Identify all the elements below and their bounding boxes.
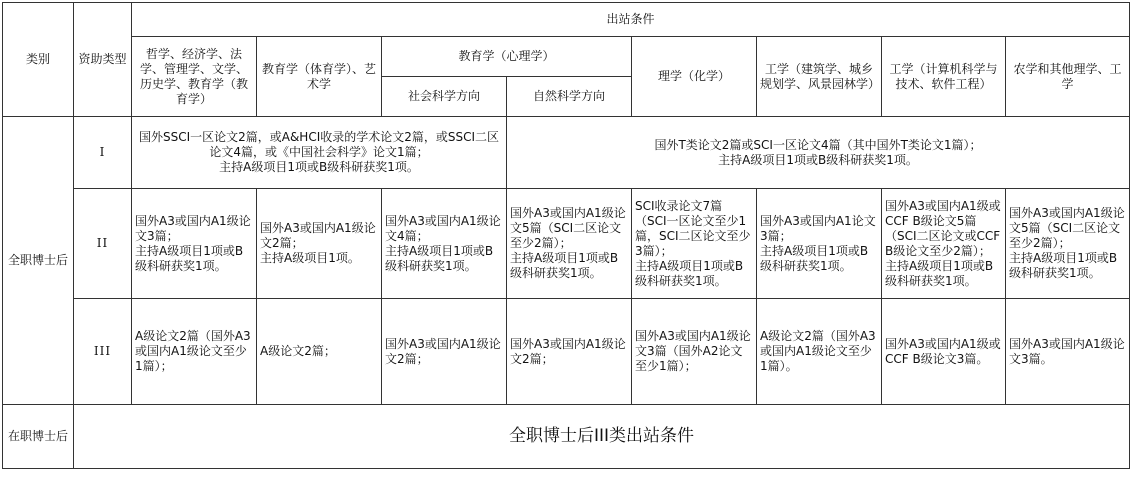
type1-science-text: 国外T类论文2篇或SCI一区论文4篇（其中国外T类论文1篇）； 主持A级项目1项或B级科研获奖1项。 <box>654 137 982 167</box>
type2-cell-text: 国外A3或国内A1级论文3篇； 主持A级项目1项或B级科研获奖1项。 <box>135 213 251 273</box>
type1-social-conditions <box>132 117 507 189</box>
type2-cell <box>507 189 632 299</box>
discipline-header-psychology: 教育学（心理学） <box>382 37 632 77</box>
type2-cell-text: SCI收录论文7篇（SCI一区论文至少1篇，SCI二区论文至少3篇）； 主持A级项目1项或B级科研获奖1项。 <box>635 198 751 288</box>
psych-social-header: 社会科学方向 <box>382 77 507 117</box>
fulltime-postdoc-label: 全职博士后 <box>3 117 74 405</box>
funding-type-2-label: II <box>74 189 132 299</box>
type2-cell <box>757 189 882 299</box>
funding-type-3-label: III <box>74 299 132 405</box>
funding-type-1-label: I <box>74 117 132 189</box>
type1-social-text: 国外SSCI一区论文2篇，或A&HCI收录的学术论文2篇，或SSCI二区论文4篇，或《中国社会科学》论文1篇； 主持A级项目1项或B级科研获奖1项。 <box>138 130 500 174</box>
type3-cell: A级论文2篇（国外A3或国内A1级论文至少1篇）； <box>132 299 257 405</box>
type2-cell <box>132 189 257 299</box>
discipline-header-architecture: 工学（建筑学、城乡规划学、风景园林学） <box>757 37 882 117</box>
type3-cell: 国外A3或国内A1级论文3篇（国外A2论文至少1篇）； <box>632 299 757 405</box>
type2-cell-text: 国外A3或国内A1级论文4篇； 主持A级项目1项或B级科研获奖1项。 <box>385 213 501 273</box>
type2-cell-text: 国外A3或国内A1级论文2篇； 主持A级项目1项。 <box>260 221 376 265</box>
funding-type-header: 资助类型 <box>74 3 132 117</box>
type3-cell: 国外A3或国内A1级论文3篇。 <box>1006 299 1130 405</box>
type2-cell-text: 国外A3或国内A1论文3篇； 主持A级项目1项或B级科研获奖1项。 <box>760 213 876 273</box>
type2-cell-text: 国外A3或国内A1级论文5篇（SCI二区论文至少2篇）； 主持A级项目1项或B级科研获奖1项。 <box>510 206 626 280</box>
psych-science-header: 自然科学方向 <box>507 77 632 117</box>
discipline-header-agriculture: 农学和其他理学、工学 <box>1006 37 1130 117</box>
inservice-postdoc-label: 在职博士后 <box>3 405 74 469</box>
type3-cell: 国外A3或国内A1级论文2篇； <box>507 299 632 405</box>
type3-cell: A级论文2篇（国外A3或国内A1级论文至少1篇）。 <box>757 299 882 405</box>
type2-cell <box>632 189 757 299</box>
type1-science-conditions <box>507 117 1130 189</box>
type3-cell: 国外A3或国内A1级论文2篇； <box>382 299 507 405</box>
inservice-conditions: 全职博士后III类出站条件 <box>74 405 1130 469</box>
type2-cell-text: 国外A3或国内A1级论文5篇（SCI二区论文至少2篇）； 主持A级项目1项或B级科研获奖1项。 <box>1009 206 1125 280</box>
discipline-header-chemistry: 理学（化学） <box>632 37 757 117</box>
type2-cell <box>257 189 382 299</box>
type3-cell: A级论文2篇； <box>257 299 382 405</box>
category-header: 类别 <box>3 3 74 117</box>
exit-conditions-table <box>2 2 1130 469</box>
type2-cell-text: 国外A3或国内A1级或CCF B级论文5篇（SCI二区论文或CCF B级论文至少2篇）； 主持A级项目1项或B级科研获奖1项。 <box>885 198 1001 288</box>
type2-cell <box>1006 189 1130 299</box>
discipline-header-computer: 工学（计算机科学与技术、软件工程） <box>882 37 1006 117</box>
exit-conditions-header: 出站条件 <box>132 3 1130 37</box>
type2-cell <box>382 189 507 299</box>
discipline-header-pe-art: 教育学（体育学）、艺术学 <box>257 37 382 117</box>
discipline-header-humanities: 哲学、经济学、法学、管理学、文学、历史学、教育学（教育学） <box>132 37 257 117</box>
type3-cell: 国外A3或国内A1级或CCF B级论文3篇。 <box>882 299 1006 405</box>
type2-cell <box>882 189 1006 299</box>
